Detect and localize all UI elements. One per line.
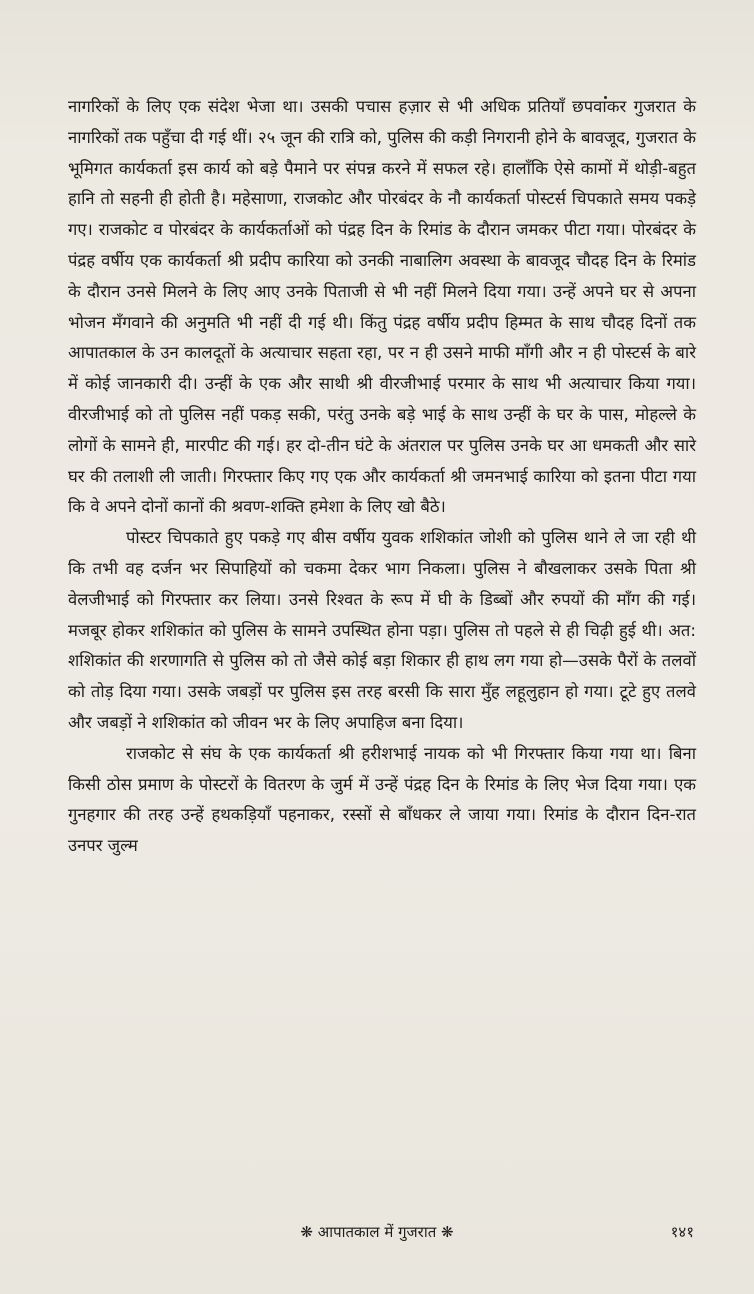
page-number: १४१	[670, 1223, 694, 1241]
paragraph-3: राजकोट से संघ के एक कार्यकर्ता श्री हरीशभाई नायक को भी गिरफ्तार किया गया था। बिना किसी ठोस प्रमाण के पोस्टरों के वितरण के जुर्म में उन्हें पंद्रह दिन के रिमांड के लिए भेज दिया गया। एक गुनहगार की तरह उन्हें हथकड़ियाँ पहनाकर, रस्सों से बाँधकर ले जाया गया। रिमांड के दौरान दिन-रात उनपर जुल्म	[68, 743, 696, 856]
page-footer	[0, 1218, 754, 1248]
body-text	[68, 92, 696, 862]
paragraph-2: पोस्टर चिपकाते हुए पकड़े गए बीस वर्षीय युवक शशिकांत जोशी को पुलिस थाने ले जा रही थी कि तभी वह दर्जन भर सिपाहियों को चकमा देकर भाग निकला। पुलिस ने बौखलाकर उसके पिता श्री वेलजीभाई को गिरफ्तार कर लिया। उनसे रिश्वत के रूप में घी के डिब्बों और रुपयों की माँग की गई। मजबूर होकर शशिकांत को पुलिस के सामने उपस्थित होना पड़ा। पुलिस तो पहले से ही चिढ़ी हुई थी। अत: शशिकांत की शरणागति से पुलिस को तो जैसे कोई बड़ा शिकार ही हाथ लग गया हो—उसके पैरों के तलवों को तोड़ दिया गया। उसके जबड़ों पर पुलिस इस तरह बरसी कि सारा मुँह लहूलुहान हो गया। टूटे हुए तलवे और जबड़ों ने शशिकांत को जीवन भर के लिए अपाहिज बना दिया।	[68, 528, 696, 732]
running-title: ❋ आपातकाल में गुजरात ❋	[300, 1223, 454, 1241]
paragraph-1: नागरिकों के लिए एक संदेश भेजा था। उसकी पचास हज़ार से भी अधिक प्रतियाँ छपवाकर गुजरात के नागरिकों तक पहुँचा दी गई थीं। २५ जून की रात्रि को, पुलिस की कड़ी निगरानी होने के बावजूद, गुजरात के भूमिगत कार्यकर्ता इस कार्य को बड़े पैमाने पर संपन्न करने में सफल रहे। हालाँकि ऐसे कामों में थोड़ी-बहुत हानि तो सहनी ही होती है। महेसाणा, राजकोट और पोरबंदर के नौ कार्यकर्ता पोस्टर्स चिपकाते समय पकड़े गए। राजकोट व पोरबंदर के कार्यकर्ताओं को पंद्रह दिन के रिमांड के दौरान जमकर पीटा गया। पोरबंदर के पंद्रह वर्षीय एक कार्यकर्ता श्री प्रदीप कारिया को उनकी नाबालिग अवस्था के बावजूद चौदह दिन के रिमांड के दौरान उनसे मिलने के लिए आए उनके पिताजी से भी नहीं मिलने दिया गया। उन्हें अपने घर से अपना भोजन मँगवाने की अनुमति भी नहीं दी गई थी। किंतु पंद्रह वर्षीय प्रदीप हिम्मत के साथ चौदह दिनों तक आपातकाल के उन कालदूतों के अत्याचार सहता रहा, पर न ही उसने माफी माँगी और न ही पोस्टर्स के बारे में कोई जानकारी दी। उन्हीं के एक और साथी श्री वीरजीभाई परमार के साथ भी अत्याचार किया गया। वीरजीभाई को तो पुलिस नहीं पकड़ सकी, परंतु उनके बड़े भाई के साथ उन्हीं के घर के पास, मोहल्ले के लोगों के सामने ही, मारपीट की गई। हर दो-तीन घंटे के अंतराल पर पुलिस उनके घर आ धमकती और सारे घर की तलाशी ली जाती। गिरफ्तार किए गए एक और कार्यकर्ता श्री जमनभाई कारिया को इतना पीटा गया कि वे अपने दोनों कानों की श्रवण-शक्ति हमेशा के लिए खो बैठे।	[68, 97, 696, 517]
